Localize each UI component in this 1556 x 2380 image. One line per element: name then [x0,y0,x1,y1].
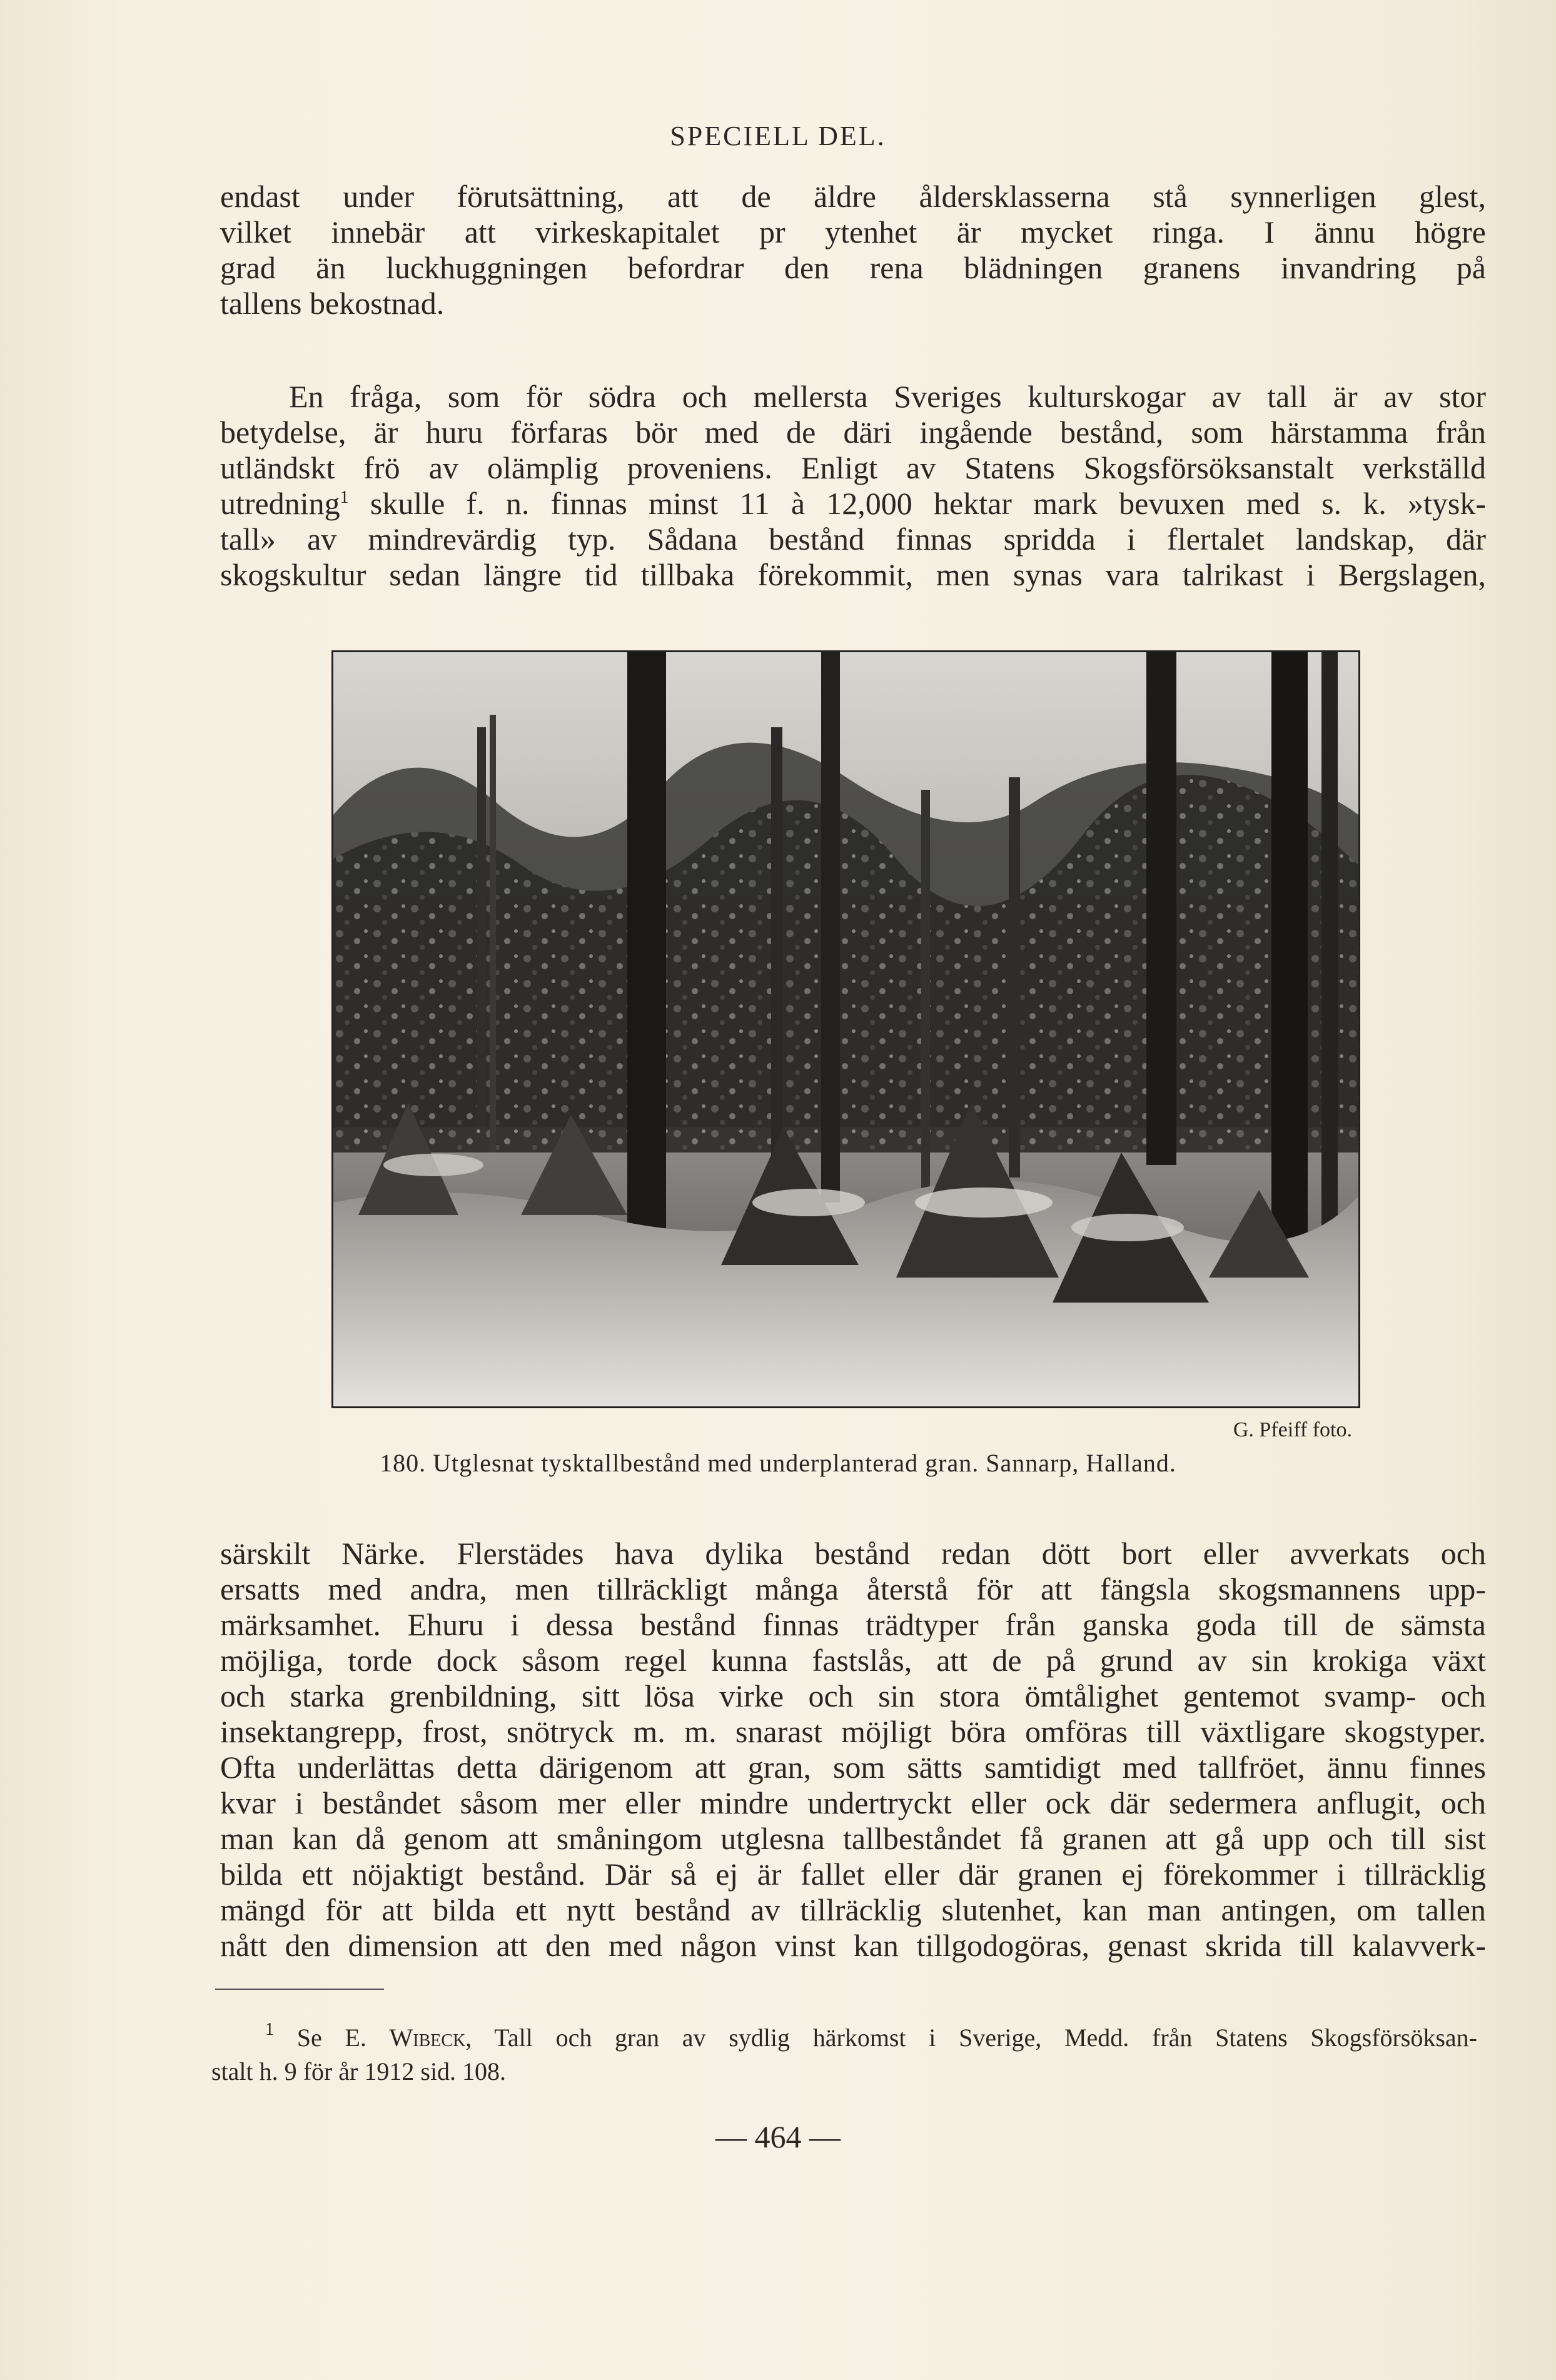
text-line: En fråga, som för södra och mellersta Sveriges kulturskogar av tall är av stor [289,379,1486,414]
footnote-reference: 1 [340,488,349,507]
text-line: grad än luckhuggningen befordrar den rena blädningen granens invandring på [220,250,1486,285]
forest-photo-image [333,652,1358,1406]
text-line: betydelse, är huru förfaras bör med de däri ingående bestånd, som härstamma från [220,415,1486,450]
footnote-line: stalt h. 9 för år 1912 sid. 108. [211,2057,507,2085]
text-line: ersatts med andra, men tillräckligt många återstå för att fängsla skogsmannens upp- [220,1571,1486,1606]
text-line: särskilt Närke. Flerstädes hava dylika bestånd redan dött bort eller avverkats och [220,1536,1486,1571]
footnote-mark: 1 [265,2020,274,2039]
text-line: endast under förutsättning, att de äldre åldersklasserna stå synnerligen glest, [220,179,1486,214]
text-line: tall» av mindrevärdig typ. Sådana bestånd finnas spridda i flertalet landskap, där [220,522,1486,557]
paragraph-3 [220,1536,1486,1964]
text-line: kvar i beståndet såsom mer eller mindre undertryckt eller ock där sedermera anflugit, och [220,1785,1486,1820]
text-line: utländskt frö av olämplig proveniens. Enligt av Statens Skogsförsöksanstalt verkställd [220,450,1486,485]
text-line: vilket innebär att virkeskapitalet pr ytenhet är mycket ringa. I ännu högre [220,214,1486,250]
text-line: man kan då genom att småningom utglesna tallbeståndet få granen att gå upp och till sist [220,1821,1486,1856]
page-number: — 464 — [715,2119,841,2154]
text-line: bilda ett nöjaktigt bestånd. Där så ej är fallet eller där granen ej förekommer i tillräcklig [220,1857,1486,1892]
forest-photograph [331,650,1360,1408]
text-line: märksamhet. Ehuru i dessa bestånd finnas trädtyper från ganska goda till de sämsta [220,1607,1486,1642]
text-fragment: Se E. [296,2024,390,2052]
text-line: nått den dimension att den med någon vinst kan tillgodogöras, genast skrida till kalavverk- [220,1928,1486,1963]
footnote-author: Wibeck [389,2024,466,2052]
text-fragment: skulle f. n. finnas minst 11 à 12,000 hektar mark bevuxen med s. k. »tysk- [370,486,1486,521]
footnote-line [211,2021,1477,2055]
text-line: tallens bekostnad. [220,286,445,321]
text-line: och starka grenbildning, sitt lösa virke och sin stora ömtålighet gentemot svamp- och [220,1678,1486,1713]
paragraph-1 [220,179,1486,321]
text-line: möjliga, torde dock såsom regel kunna fastslås, att de på grund av sin krokiga växt [220,1643,1486,1678]
text-line [220,486,1486,522]
paragraph-2 [220,379,1486,593]
text-line: Ofta underlättas detta därigenom att gran, som sätts samtidigt med tallfröet, ännu finnes [220,1750,1486,1785]
running-header: SPECIELL DEL. [670,121,886,151]
text-fragment: utredning [220,486,340,521]
photo-credit: G. Pfeiff foto. [1233,1418,1352,1441]
footnote-divider [215,1989,384,1990]
footnote [211,2021,1477,2089]
text-fragment: , Tall och gran av sydlig härkomst i Sverige, Medd. från Statens Skogsförsöksan- [465,2024,1477,2052]
text-line: insektangrepp, frost, snötryck m. m. snarast möjligt böra omföras till växtligare skogstyper. [220,1714,1486,1749]
text-line: skogskultur sedan längre tid tillbaka förekommit, men synas vara talrikast i Bergslagen, [220,557,1486,592]
text-line: mängd för att bilda ett nytt bestånd av tillräcklig slutenhet, kan man antingen, om tallen [220,1892,1486,1927]
figure-caption: 180. Utglesnat tysktallbestånd med underplanterad gran. Sannarp, Halland. [380,1449,1176,1477]
